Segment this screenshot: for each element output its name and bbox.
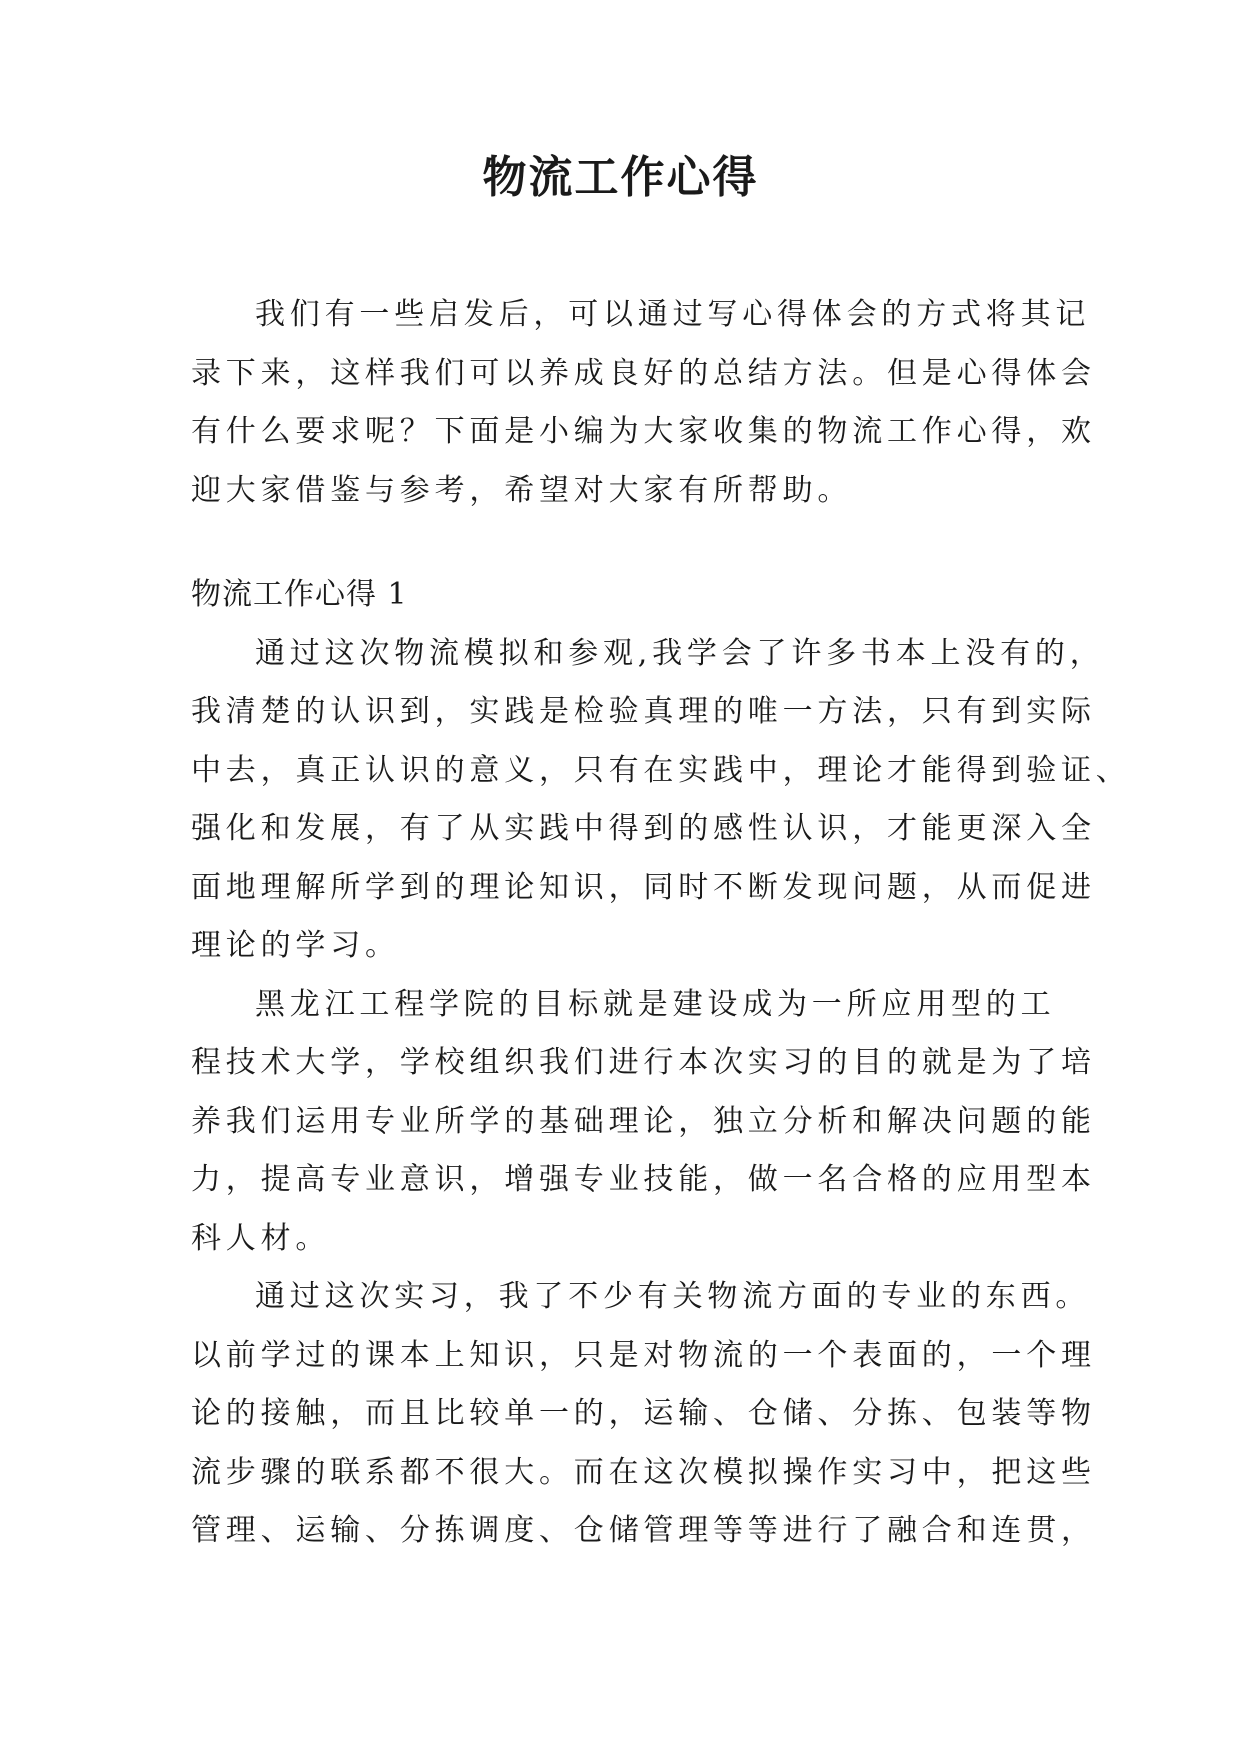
text-line: 通过这次实习，我了不少有关物流方面的专业的东西。 <box>255 1279 1091 1314</box>
text-line: 养我们运用专业所学的基础理论，独立分析和解决问题的能 <box>191 1103 1096 1139</box>
text-line: 程技术大学，学校组织我们进行本次实习的目的就是为了培 <box>191 1045 1096 1080</box>
intro-paragraph <box>191 286 1096 520</box>
document-title: 物流工作心得 <box>482 152 759 203</box>
body-paragraph-1 <box>191 625 1131 976</box>
text-line: 流步骤的联系都不很大。而在这次模拟操作实习中，把这些 <box>191 1454 1096 1490</box>
text-line: 面地理解所学到的理论知识，同时不断发现问题，从而促进 <box>191 869 1096 905</box>
text-line: 科人材。 <box>191 1220 331 1256</box>
text-line: 录下来，这样我们可以养成良好的总结方法。但是心得体会 <box>191 355 1096 391</box>
body-paragraph-2 <box>191 976 1096 1269</box>
text-line: 我清楚的认识到，实践是检验真理的唯一方法，只有到实际 <box>191 694 1096 729</box>
text-line: 以前学过的课本上知识，只是对物流的一个表面的，一个理 <box>191 1337 1096 1373</box>
text-line: 论的接触，而且比较单一的，运输、仓储、分拣、包装等物 <box>191 1396 1096 1431</box>
text-line: 管理、运输、分拣调度、仓储管理等等进行了融合和连贯， <box>191 1513 1096 1548</box>
text-line: 中去，真正认识的意义，只有在实践中，理论才能得到验证、 <box>191 752 1131 788</box>
text-line: 黑龙江工程学院的目标就是建设成为一所应用型的工 <box>255 986 1056 1022</box>
text-line: 我们有一些启发后，可以通过写心得体会的方式将其记 <box>255 297 1091 332</box>
section-heading: 物流工作心得 1 <box>191 577 408 612</box>
text-line: 有什么要求呢？下面是小编为大家收集的物流工作心得，欢 <box>191 414 1096 449</box>
text-line: 理论的学习。 <box>191 928 400 963</box>
text-line: 通过这次物流模拟和参观,我学会了许多书本上没有的， <box>255 635 1105 671</box>
text-line: 强化和发展，有了从实践中得到的感性认识，才能更深入全 <box>191 811 1096 846</box>
document-body <box>191 286 1131 1561</box>
body-paragraph-3 <box>191 1268 1096 1561</box>
text-line: 力，提高专业意识，增强专业技能，做一名合格的应用型本 <box>191 1162 1096 1197</box>
text-line: 迎大家借鉴与参考，希望对大家有所帮助。 <box>191 472 853 508</box>
